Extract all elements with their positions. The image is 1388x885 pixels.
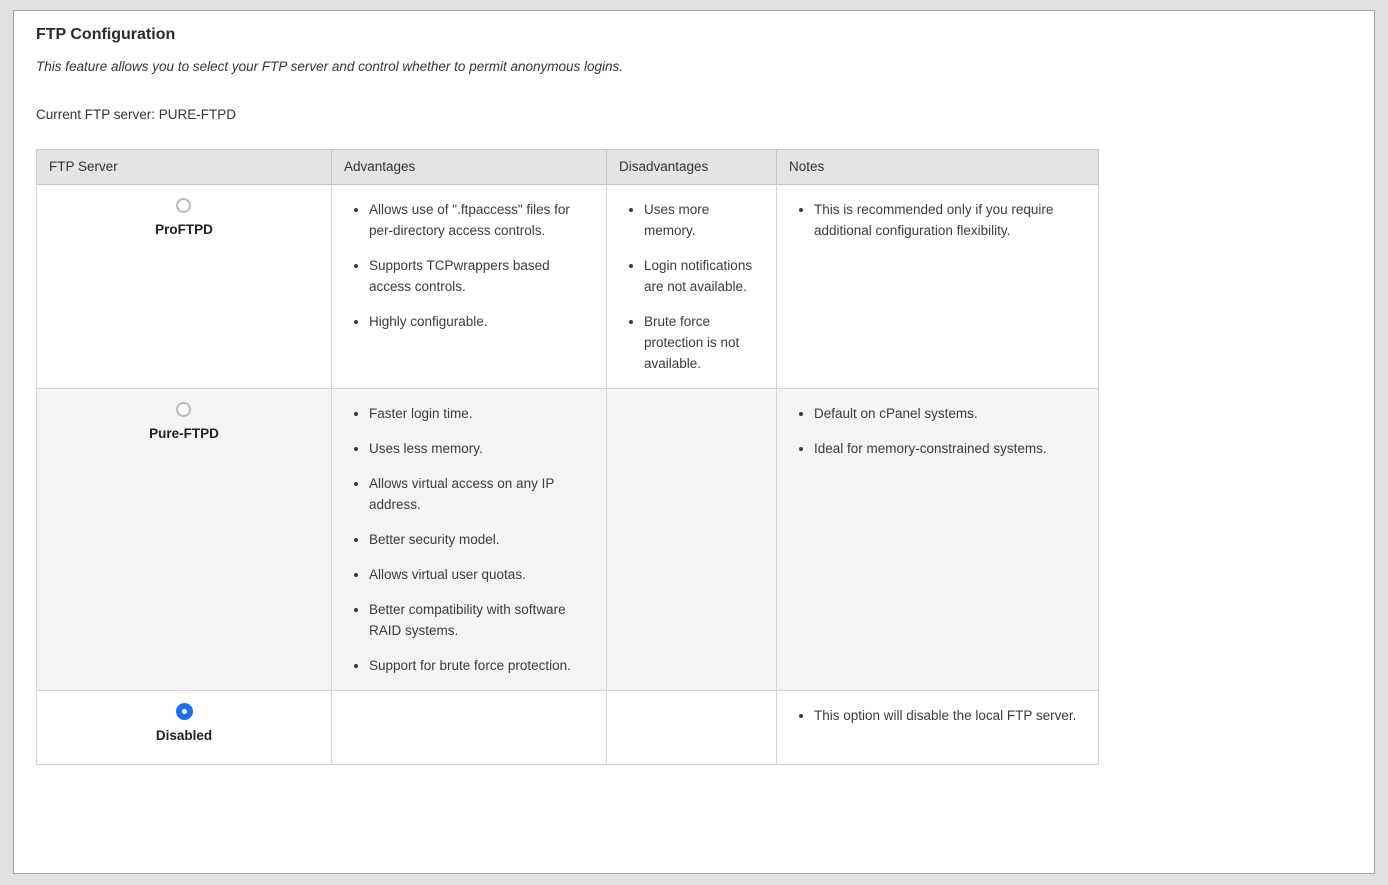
table-header-row	[37, 150, 1099, 185]
table-row-proftpd	[37, 185, 1099, 389]
list-item: • Allows use of ".ftpaccess" files for per-directory access controls.	[369, 199, 592, 241]
list-item: • Supports TCPwrappers based access controls.	[369, 255, 592, 297]
list-item: • Allows virtual access on any IP address.	[369, 473, 592, 515]
column-header-advantages: Advantages	[332, 150, 607, 185]
current-ftp-server-line	[36, 106, 1350, 123]
pure-ftpd-notes-cell	[777, 389, 1099, 691]
list-item: • Default on cPanel systems.	[814, 403, 1084, 424]
list-item: • Login notifications are not available.	[644, 255, 762, 297]
disabled-disadvantages-cell	[607, 691, 777, 765]
proftpd-advantages-cell	[332, 185, 607, 389]
disabled-advantages-cell	[332, 691, 607, 765]
list-item: • Highly configurable.	[369, 311, 592, 332]
proftpd-label[interactable]: ProFTPD	[155, 222, 213, 237]
current-ftp-server-label: Current FTP server:	[36, 107, 156, 122]
column-header-ftp-server: FTP Server	[37, 150, 332, 185]
list-item: • Brute force protection is not available.	[644, 311, 762, 374]
table-row-pure-ftpd	[37, 389, 1099, 691]
proftpd-radio[interactable]	[176, 198, 191, 213]
list-item: • Faster login time.	[369, 403, 592, 424]
disabled-notes-cell	[777, 691, 1099, 765]
feature-description: This feature allows you to select your FTP server and control whether to permit anonymous logins.	[36, 59, 624, 74]
pure-ftpd-label[interactable]: Pure-FTPD	[149, 426, 219, 441]
pure-ftpd-disadvantages-cell	[607, 389, 777, 691]
ftp-server-table	[36, 149, 1099, 765]
ftp-configuration-panel	[13, 10, 1375, 874]
pure-ftpd-radio[interactable]	[176, 402, 191, 417]
disabled-label[interactable]: Disabled	[155, 728, 213, 743]
list-item: • Better compatibility with software RAID systems.	[369, 599, 592, 641]
page-title: FTP Configuration	[36, 26, 176, 43]
disabled-option-cell	[37, 691, 332, 765]
proftpd-notes-cell	[777, 185, 1099, 389]
list-item: • Better security model.	[369, 529, 592, 550]
column-header-disadvantages: Disadvantages	[607, 150, 777, 185]
pure-ftpd-advantages-cell	[332, 389, 607, 691]
list-item: • This option will disable the local FTP server.	[814, 705, 1084, 726]
list-item: • This is recommended only if you require additional configuration flexibility.	[814, 199, 1084, 241]
table-row-disabled	[37, 691, 1099, 765]
list-item: • Ideal for memory-constrained systems.	[814, 438, 1084, 459]
list-item: • Uses more memory.	[644, 199, 762, 241]
list-item: • Support for brute force protection.	[369, 655, 592, 676]
column-header-notes: Notes	[777, 150, 1099, 185]
list-item: • Allows virtual user quotas.	[369, 564, 592, 585]
disabled-radio[interactable]	[176, 703, 193, 720]
proftpd-option-cell	[37, 185, 332, 389]
pure-ftpd-option-cell	[37, 389, 332, 691]
proftpd-disadvantages-cell	[607, 185, 777, 389]
current-ftp-server-value: PURE-FTPD	[158, 107, 237, 122]
list-item: • Uses less memory.	[369, 438, 592, 459]
